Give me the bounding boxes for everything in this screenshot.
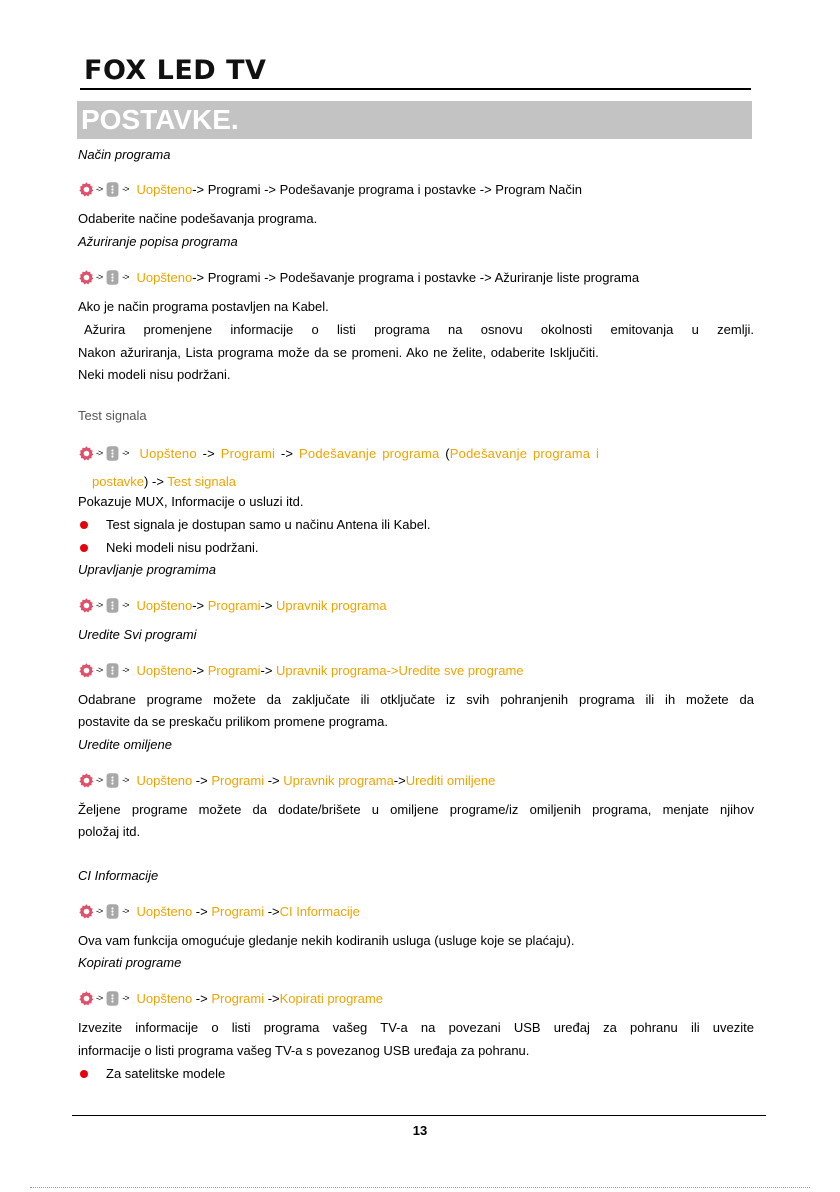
path-programs: Programi xyxy=(207,662,261,678)
breadcrumb xyxy=(78,900,360,922)
gear-icon xyxy=(78,597,95,614)
path-general: Uopšteno xyxy=(136,269,193,285)
menu-dots-icon xyxy=(104,903,121,920)
paragraph: postavite da se preskaču prilikom promene programa. xyxy=(78,714,388,729)
path-sep: -> xyxy=(192,662,208,678)
paragraph: Željene programe možete da dodate/brišete u omiljene programe/iz omiljenih programa, menjate njihov xyxy=(78,802,754,817)
path-general: Uopšteno xyxy=(136,990,193,1006)
heading-azuriranje: Ažuriranje popisa programa xyxy=(78,234,238,249)
path-sep: -> xyxy=(260,662,277,678)
gear-icon xyxy=(78,990,95,1007)
path-sep: ( xyxy=(439,445,450,461)
path-sep: -> xyxy=(264,903,280,919)
heading-test-signala: Test signala xyxy=(78,408,147,423)
gear-icon xyxy=(78,903,95,920)
paragraph: Pokazuje MUX, Informacije o usluzi itd. xyxy=(78,494,304,509)
breadcrumb-continuation xyxy=(92,474,236,490)
breadcrumb-arrow: -> xyxy=(122,184,129,194)
paragraph: položaj itd. xyxy=(78,824,141,839)
paragraph: Ako je način programa postavljen na Kabel. xyxy=(78,299,329,314)
paragraph: informacije o listi programa vašeg TV-a s povezanog USB uređaja za pohranu. xyxy=(78,1043,530,1058)
breadcrumb xyxy=(78,594,387,616)
path-sep: -> xyxy=(196,445,221,461)
paragraph: Odaberite načine podešavanja programa. xyxy=(78,211,318,226)
path-general: Uopšteno xyxy=(136,597,193,613)
section-title: POSTAVKE. xyxy=(81,104,239,135)
breadcrumb xyxy=(78,178,582,200)
path-sep: ) -> xyxy=(144,474,168,489)
breadcrumb-arrow: -> xyxy=(122,775,129,785)
breadcrumb xyxy=(78,659,524,681)
breadcrumb-arrow: -> xyxy=(96,993,103,1003)
path-test-signal: Test signala xyxy=(167,474,236,489)
breadcrumb-arrow: -> xyxy=(96,272,103,282)
bullet-dot xyxy=(80,544,88,552)
path-edit-all: ->Uredite sve programe xyxy=(386,662,524,678)
heading-omiljene: Uredite omiljene xyxy=(78,737,172,752)
breadcrumb-arrow: -> xyxy=(96,665,103,675)
breadcrumb-arrow: -> xyxy=(122,665,129,675)
path-sep: -> xyxy=(260,597,277,613)
path-setup-options: Podešavanje programa i xyxy=(449,445,600,461)
path-general: Uopšteno xyxy=(136,903,193,919)
breadcrumb-arrow: -> xyxy=(96,448,103,458)
heading-kopirati: Kopirati programe xyxy=(78,955,182,970)
path-programs: Programi xyxy=(211,990,265,1006)
header-rule xyxy=(80,88,751,90)
heading-uredite-sve: Uredite Svi programi xyxy=(78,627,197,642)
path-sep: -> xyxy=(275,445,300,461)
gear-icon xyxy=(78,772,95,789)
heading-nacin-programa: Način programa xyxy=(78,147,171,162)
gear-icon xyxy=(78,662,95,679)
heading-upravljanje: Upravljanje programima xyxy=(78,562,216,577)
heading-ci: CI Informacije xyxy=(78,868,159,883)
path-programs: Programi xyxy=(211,772,265,788)
path-sep: -> xyxy=(192,903,212,919)
path-sep: -> xyxy=(264,772,284,788)
footer-rule xyxy=(72,1115,766,1116)
bullet-item: Neki modeli nisu podržani. xyxy=(106,540,259,555)
path-setup: Podešavanje programa xyxy=(299,445,440,461)
path-general: Uopšteno xyxy=(136,662,193,678)
paragraph: Odabrane programe možete da zaključate ili otključate iz svih pohranjenih programa ili ih možete da xyxy=(78,692,754,707)
bullet-item: Test signala je dostupan samo u načinu Antena ili Kabel. xyxy=(106,517,431,532)
path-rest: -> Programi -> Podešavanje programa i postavke -> Ažuriranje liste programa xyxy=(192,269,640,285)
path-edit-favorites: Urediti omiljene xyxy=(405,772,496,788)
paragraph: Neki modeli nisu podržani. xyxy=(78,367,231,382)
path-rest: -> Programi -> Podešavanje programa i postavke -> Program Način xyxy=(192,181,583,197)
brand-title: FOX LED TV xyxy=(84,55,267,86)
breadcrumb xyxy=(78,266,639,288)
bullet-dot xyxy=(80,521,88,529)
menu-dots-icon xyxy=(104,181,121,198)
gear-icon xyxy=(78,445,95,462)
gear-icon xyxy=(78,181,95,198)
path-options: postavke xyxy=(92,474,145,489)
breadcrumb-arrow: -> xyxy=(96,184,103,194)
breadcrumb-arrow: -> xyxy=(96,775,103,785)
breadcrumb-arrow: -> xyxy=(122,272,129,282)
menu-dots-icon xyxy=(104,772,121,789)
paragraph: Ova vam funkcija omogućuje gledanje nekih kodiranih usluga (usluge koje se plaćaju). xyxy=(78,933,575,948)
paragraph: Ažurira promenjene informacije o listi programa na osnovu okolnosti emitovanja u zemlji. xyxy=(84,322,754,337)
path-manager: Upravnik programa xyxy=(276,662,387,678)
breadcrumb-arrow: -> xyxy=(122,906,129,916)
paragraph: Nakon ažuriranja, Lista programa može da se promeni. Ako ne želite, odaberite Isključiti. xyxy=(78,345,599,360)
path-manager: Upravnik programa xyxy=(276,597,387,613)
bullet-dot xyxy=(80,1070,88,1078)
menu-dots-icon xyxy=(104,597,121,614)
path-sep: -> xyxy=(192,597,208,613)
path-sep: -> xyxy=(264,990,280,1006)
breadcrumb-arrow: -> xyxy=(96,906,103,916)
breadcrumb xyxy=(78,769,495,791)
path-sep: -> xyxy=(192,772,212,788)
breadcrumb xyxy=(78,987,383,1009)
path-general: Uopšteno xyxy=(139,445,197,461)
breadcrumb-arrow: -> xyxy=(122,600,129,610)
page-number: 13 xyxy=(412,1123,428,1138)
breadcrumb-arrow: -> xyxy=(122,448,129,458)
bullet-item: Za satelitske modele xyxy=(106,1066,226,1081)
section-band xyxy=(77,101,752,139)
menu-dots-icon xyxy=(104,269,121,286)
paragraph: Izvezite informacije o listi programa vašeg TV-a na povezani USB uređaj za pohranu ili uvezite xyxy=(78,1020,754,1035)
path-sep: -> xyxy=(192,990,212,1006)
breadcrumb-arrow: -> xyxy=(96,600,103,610)
path-programs: Programi xyxy=(211,903,265,919)
menu-dots-icon xyxy=(104,445,121,462)
path-sep: -> xyxy=(393,772,406,788)
path-general: Uopšteno xyxy=(136,772,193,788)
path-ci-info: CI Informacije xyxy=(279,903,360,919)
menu-dots-icon xyxy=(104,990,121,1007)
breadcrumb-arrow: -> xyxy=(122,993,129,1003)
gear-icon xyxy=(78,269,95,286)
page-edge-divider xyxy=(30,1187,810,1188)
path-copy-programs: Kopirati programe xyxy=(279,990,383,1006)
path-programs: Programi xyxy=(220,445,276,461)
path-manager: Upravnik programa xyxy=(283,772,394,788)
path-programs: Programi xyxy=(207,597,261,613)
path-general: Uopšteno xyxy=(136,181,193,197)
breadcrumb xyxy=(78,442,599,464)
menu-dots-icon xyxy=(104,662,121,679)
